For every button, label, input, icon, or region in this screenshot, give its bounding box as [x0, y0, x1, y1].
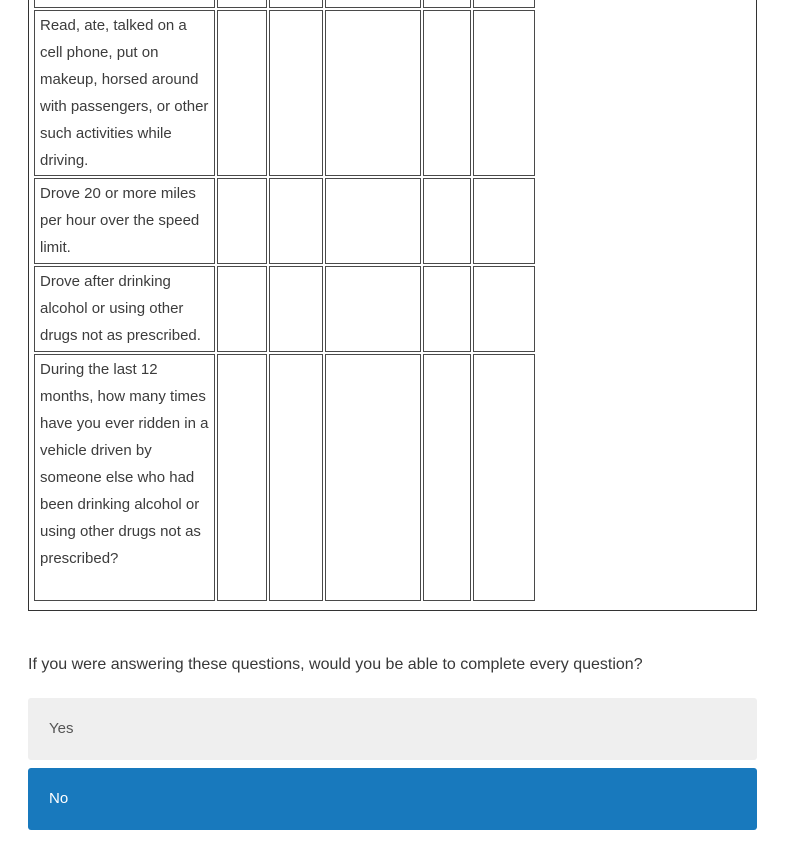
- answer-cell: [269, 266, 323, 352]
- answer-cell: [325, 10, 421, 176]
- answer-option-yes[interactable]: [28, 698, 757, 760]
- answer-cell: [269, 354, 323, 601]
- table-row: [34, 178, 535, 264]
- answer-cell: [217, 354, 267, 601]
- answer-cell: [217, 266, 267, 352]
- answer-cell: [473, 354, 535, 601]
- answer-cell: [473, 178, 535, 264]
- answer-cell: [269, 0, 323, 8]
- table-row: [34, 266, 535, 352]
- row-label: During the last 12 months, how many times have you ever ridden in a vehicle driven by someone else who had been drinking alcohol or using other drugs not as prescribed?: [34, 354, 215, 601]
- answer-cell: [473, 10, 535, 176]
- table-row: [34, 10, 535, 176]
- row-label: Read, ate, talked on a cell phone, put on makeup, horsed around with passengers, or other such activities while driving.: [34, 10, 215, 176]
- answer-cell: [325, 0, 421, 8]
- answer-cell: [325, 266, 421, 352]
- answer-cell: [423, 354, 471, 601]
- answer-cell: [473, 266, 535, 352]
- matrix-table-wrapper: [28, 0, 757, 611]
- answer-cell: [423, 178, 471, 264]
- answer-cell: [217, 10, 267, 176]
- answer-cell: [423, 266, 471, 352]
- row-label: Drove after drinking alcohol or using other drugs not as prescribed.: [34, 266, 215, 352]
- answer-cell: [325, 178, 421, 264]
- answer-cell: [423, 10, 471, 176]
- answer-option-no[interactable]: [28, 768, 757, 830]
- answer-cell: [217, 178, 267, 264]
- answer-cell: [423, 0, 471, 8]
- table-row-partial: [34, 0, 535, 8]
- answer-cell: [217, 0, 267, 8]
- answer-option-label: No: [49, 790, 69, 807]
- answer-cell: [269, 178, 323, 264]
- row-label: [34, 0, 215, 8]
- answer-cell: [473, 0, 535, 8]
- answer-cell: [269, 10, 323, 176]
- matrix-table: [32, 0, 537, 603]
- answer-cell: [325, 354, 421, 601]
- question-text: If you were answering these questions, would you be able to complete every question?: [28, 656, 643, 673]
- answer-options: [28, 698, 757, 830]
- answer-option-label: Yes: [49, 720, 74, 737]
- row-label: Drove 20 or more miles per hour over the speed limit.: [34, 178, 215, 264]
- table-row: [34, 354, 535, 601]
